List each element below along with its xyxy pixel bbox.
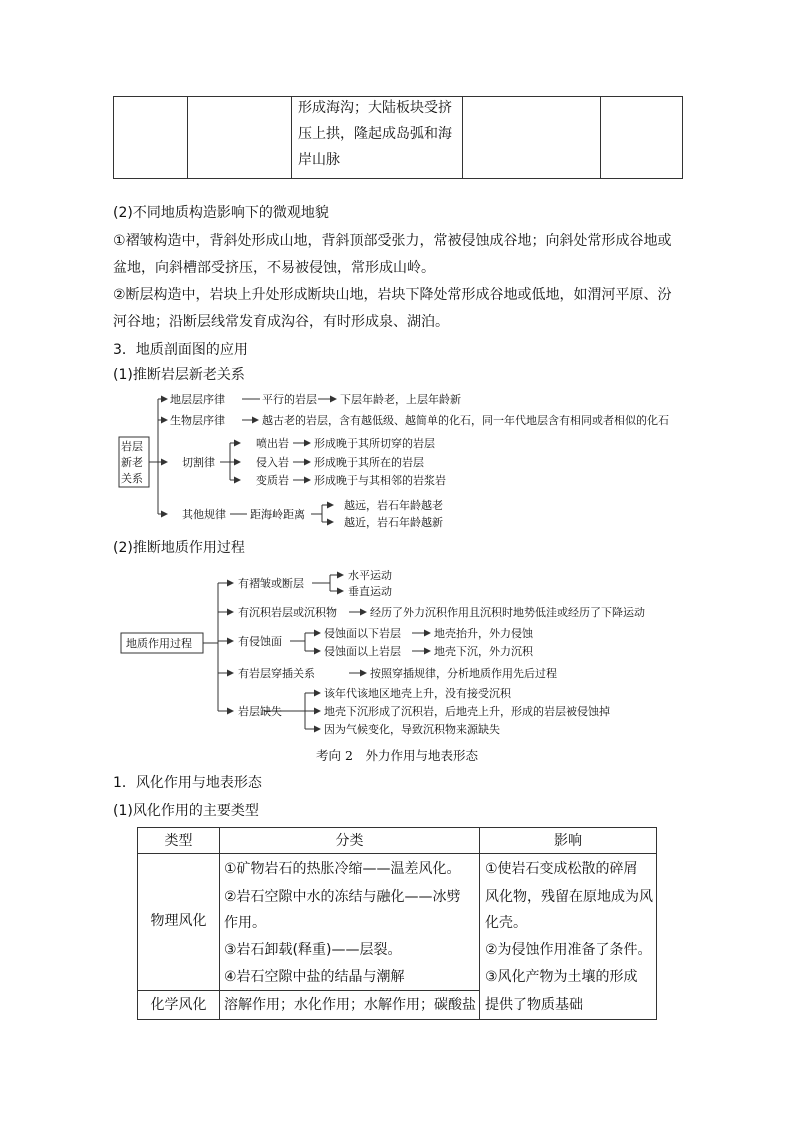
physical-line-5: ④岩石空隙中盐的结晶与潮解 bbox=[224, 969, 405, 985]
effect-line-2: 风化物，残留在原地成为风 bbox=[485, 889, 653, 905]
weather-header-type: 类型 bbox=[164, 833, 193, 849]
branch-1a-label: 水平运动 bbox=[348, 569, 392, 582]
branch-1-label: 有褶皱或断层 bbox=[238, 577, 304, 590]
weather-heading: 1．风化作用与地表形态 bbox=[113, 775, 262, 791]
effect-line-4: ②为侵蚀作用准备了条件。 bbox=[485, 942, 652, 958]
chemical-line-1: 溶解作用；水化作用；水解作用；碳酸盐 bbox=[224, 997, 476, 1013]
physical-line-2: ②岩石空隙中水的冻结与融化——冰劈 bbox=[224, 889, 461, 905]
rule-3a-result: 形成晚于其所切穿的岩层 bbox=[314, 437, 435, 450]
rule-4-label: 其他规律 bbox=[182, 508, 226, 521]
branch-3-label: 有侵蚀面 bbox=[238, 635, 282, 648]
rule-3a-label: 喷出岩 bbox=[256, 437, 289, 450]
process-root-label: 地质作用过程 bbox=[126, 637, 192, 650]
branch-3a-result: 地壳抬升，外力侵蚀 bbox=[434, 627, 533, 640]
root-label-1: 岩层 bbox=[121, 440, 143, 453]
section2-p1-line2: 盆地，向斜槽部受挤压，不易被侵蚀，常形成山岭。 bbox=[113, 260, 435, 276]
section2-p2-line2: 河谷地；沿断层线常发育成沟谷，有时形成泉、湖泊。 bbox=[113, 314, 449, 330]
section3-sub2: (2)推断地质作用过程 bbox=[113, 540, 245, 556]
section2-p2-line1: ②断层构造中，岩块上升处形成断块山地，岩块下降处常形成谷地或低地，如渭河平原、汾 bbox=[113, 287, 672, 303]
rule-1-mid: 平行的岩层 bbox=[262, 393, 317, 406]
rule-1-label: 地层层序律 bbox=[170, 393, 225, 406]
top-table-text-line-1: 形成海沟；大陆板块受挤 bbox=[298, 100, 452, 116]
effect-line-1: ①使岩石变成松散的碎屑 bbox=[485, 861, 638, 877]
section2-p1-line1: ①褶皱构造中，背斜处形成山地，背斜顶部受张力，常被侵蚀成谷地；向斜处常形成谷地或 bbox=[113, 233, 672, 249]
rule-3c-label: 变质岩 bbox=[256, 474, 289, 487]
branch-4-result: 按照穿插规律，分析地质作用先后过程 bbox=[370, 667, 557, 680]
rule-4-mid: 距海岭距离 bbox=[250, 508, 305, 521]
branch-5-label: 岩层缺失 bbox=[238, 705, 282, 718]
rule-3b-result: 形成晚于其所在的岩层 bbox=[314, 456, 424, 469]
weather-sub: (1)风化作用的主要类型 bbox=[113, 803, 259, 819]
kaoxiang-heading: 考向 2 外力作用与地表形态 bbox=[316, 748, 478, 763]
top-table-text-line-2: 压上拱，隆起成岛弧和海 bbox=[298, 126, 452, 142]
physical-line-3: 作用。 bbox=[224, 915, 266, 931]
rule-3c-result: 形成晚于与其相邻的岩浆岩 bbox=[314, 474, 446, 487]
rule-2-label: 生物层序律 bbox=[170, 414, 225, 427]
chemical-weathering-label: 化学风化 bbox=[150, 997, 207, 1013]
section3-sub1: (1)推断岩层新老关系 bbox=[113, 367, 245, 383]
branch-4-label: 有岩层穿插关系 bbox=[238, 667, 315, 680]
physical-line-1: ①矿物岩石的热胀冷缩——温差风化。 bbox=[224, 861, 461, 877]
branch-2-label: 有沉积岩层或沉积物 bbox=[238, 606, 337, 619]
weather-header-effect: 影响 bbox=[554, 833, 582, 849]
weather-header-class: 分类 bbox=[335, 833, 364, 849]
physical-line-4: ③岩石卸载(释重)——层裂。 bbox=[224, 942, 402, 958]
rule-1-result: 下层年龄老，上层年龄新 bbox=[340, 393, 461, 406]
branch-5a-result: 该年代该地区地壳上升，没有接受沉积 bbox=[324, 687, 511, 700]
branch-2-result: 经历了外力沉积作用且沉积时地势低洼或经历了下降运动 bbox=[370, 606, 645, 619]
physical-weathering-label: 物理风化 bbox=[150, 913, 207, 929]
branch-1b-label: 垂直运动 bbox=[348, 585, 392, 598]
section3-heading: 3．地质剖面图的应用 bbox=[113, 342, 248, 358]
branch-3b-result: 地壳下沉，外力沉积 bbox=[434, 645, 533, 658]
branch-3b-label: 侵蚀面以上岩层 bbox=[324, 645, 401, 658]
branch-5c-result: 因为气候变化，导致沉积物来源缺失 bbox=[324, 723, 500, 736]
top-table-text-line-3: 岸山脉 bbox=[298, 152, 340, 168]
branch-5b-result: 地壳下沉形成了沉积岩，后地壳上升，形成的岩层被侵蚀掉 bbox=[324, 705, 610, 718]
section2-heading: (2)不同地质构造影响下的微观地貌 bbox=[113, 205, 329, 221]
rule-3-label: 切割律 bbox=[182, 456, 215, 469]
effect-line-3: 化壳。 bbox=[485, 915, 527, 931]
rule-4b-result: 越近，岩石年龄越新 bbox=[344, 516, 443, 529]
effect-line-5: ③风化产物为土壤的形成 bbox=[485, 969, 638, 985]
rule-4a-result: 越远，岩石年龄越老 bbox=[344, 499, 443, 512]
branch-3a-label: 侵蚀面以下岩层 bbox=[324, 627, 401, 640]
root-label-3: 关系 bbox=[121, 472, 143, 485]
rule-2-result: 越古老的岩层，含有越低级、越简单的化石，同一年代地层含有相同或者相似的化石 bbox=[262, 414, 669, 427]
root-label-2: 新老 bbox=[121, 456, 143, 469]
effect-line-6: 提供了物质基础 bbox=[485, 997, 583, 1013]
rule-3b-label: 侵入岩 bbox=[256, 456, 289, 469]
